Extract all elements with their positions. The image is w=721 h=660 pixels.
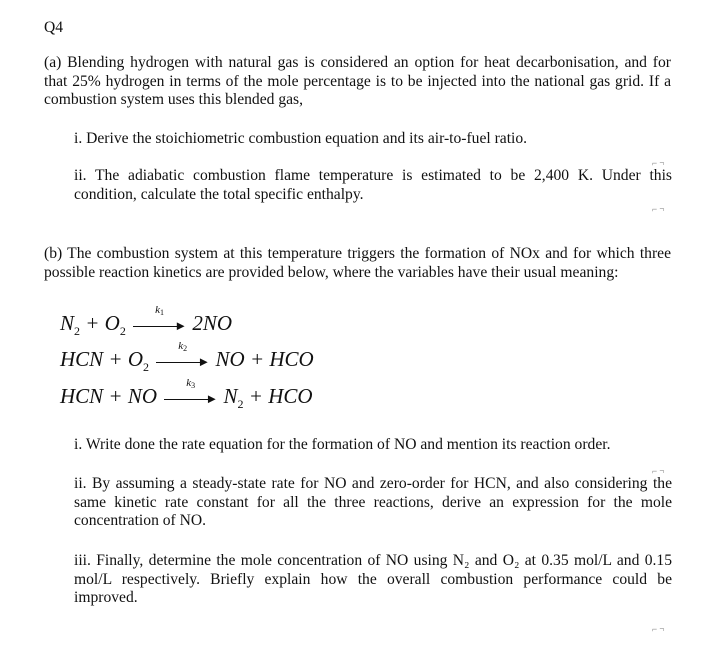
margin-mark: ⌐ ¬ (652, 158, 665, 168)
rate-constant-k2: $k_2$ (178, 340, 188, 354)
reaction-equation-1 (60, 304, 233, 339)
margin-mark: ⌐ ¬ (652, 204, 665, 214)
reaction-2-rhs: NO + HCO (215, 347, 314, 371)
reaction-equation-2 (60, 340, 314, 375)
rate-constant-k1: $k_1$ (155, 304, 164, 318)
part-b-intro: (b) The combustion system at this temperature triggers the formation of NOx and for which three possible reaction kinetics are provided below, where the variables have their usual meaning: (44, 245, 671, 281)
reaction-3-rhs: $N_2$ + HCO (223, 384, 313, 411)
part-a-intro: (a) Blending hydrogen with natural gas is considered an option for heat decarbonisation, and for that 25% hydrogen in terms of the mole percentage is to be injected into the national gas grid. If a combustion system uses this blended gas, (44, 54, 671, 108)
part-b-item-ii: ii. By assuming a steady-state rate for NO and zero-order for HCN, and also considering the same kinetic rate constant for all the three reactions, derive an expression for the mole concentration of NO. (74, 475, 672, 529)
reaction-1-lhs: $N_2 + O_2$ (60, 311, 126, 338)
reaction-2-arrow: ► $k_2$ (154, 353, 210, 369)
part-a-item-i: i. Derive the stoichiometric combustion equation and its air-to-fuel ratio. (74, 130, 528, 147)
reaction-2-lhs: HCN + $O_2$ (60, 347, 150, 374)
margin-mark: ⌐ ¬ (652, 466, 665, 476)
part-b-item-iii: iii. Finally, determine the mole concentration of NO using N₂ and O₂ at 0.35 mol/L and 0.15 mol/L respectively. Briefly explain how the overall combustion performance could be improved. (74, 552, 672, 606)
margin-mark: ⌐ ¬ (652, 624, 665, 634)
reaction-1-rhs: 2NO (192, 311, 233, 335)
reaction-1-arrow: ► $k_1$ (131, 317, 187, 333)
reaction-3-lhs: HCN + NO (60, 384, 158, 408)
reaction-3-arrow: ► $k_3$ (162, 390, 218, 406)
rate-constant-k3: $k_3$ (186, 377, 196, 391)
part-a-item-ii: ii. The adiabatic combustion flame temperature is estimated to be 2,400 K. Under this condition, calculate the total specific enthalpy. (74, 167, 672, 203)
part-b-item-i: i. Write done the rate equation for the formation of NO and mention its reaction order. (74, 436, 611, 453)
question-label: Q4 (44, 19, 64, 36)
reaction-equation-3 (60, 377, 313, 412)
